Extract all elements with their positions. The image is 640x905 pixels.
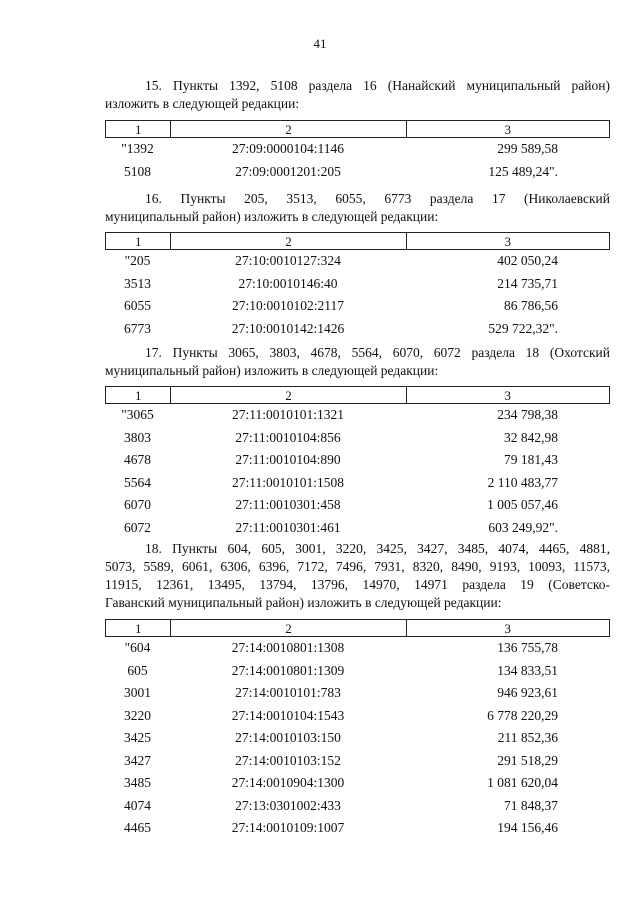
table-row <box>105 817 610 840</box>
column-header: 3 <box>406 121 609 137</box>
value-cell: 71 848,37 <box>504 797 558 813</box>
table-row <box>105 250 610 273</box>
value-cell: 946 923,61 <box>497 685 558 700</box>
table-row <box>105 427 610 450</box>
column-header: 1 <box>134 621 142 636</box>
item-number-cell: "1392 <box>121 141 154 156</box>
table-row <box>105 472 610 495</box>
paragraph-line: Гаванский муниципальный район) изложить в следующей редакции: <box>105 595 502 610</box>
value-cell: 79 181,43 <box>504 452 558 467</box>
item-number-cell: 5564 <box>124 474 151 490</box>
value-cell: 299 589,58 <box>497 141 558 156</box>
value-cell: 134 833,51 <box>497 662 558 678</box>
item-number-cell: 605 <box>127 662 148 678</box>
paragraph-line: 17. Пункты 3065, 3803, 4678, 5564, 6070, 6072 раздела 18 (Охотский <box>145 345 610 360</box>
table-row <box>105 404 610 427</box>
item-number-cell: 3001 <box>124 685 151 700</box>
value-cell: 291 518,29 <box>497 752 558 768</box>
cadastral-number-cell: 27:09:0001201:205 <box>235 163 341 179</box>
item-number-cell: 3427 <box>124 752 151 768</box>
value-cell: 125 489,24". <box>488 163 558 179</box>
table-header <box>105 120 610 138</box>
value-cell: 6 778 220,29 <box>487 707 558 723</box>
table-header <box>105 232 610 250</box>
item-number-cell: 4465 <box>124 820 151 835</box>
paragraph-line: 18. Пункты 604, 605, 3001, 3220, 3425, 3427, 3485, 4074, 4465, 4881, <box>145 541 610 556</box>
cadastral-number-cell: 27:14:0010109:1007 <box>231 820 345 835</box>
value-cell: 1 005 057,46 <box>487 497 558 512</box>
cadastral-number-cell: 27:11:0010301:458 <box>235 497 341 512</box>
item-number-cell: "3065 <box>121 407 154 422</box>
item-number-cell: "604 <box>124 640 151 655</box>
data-table <box>105 619 610 840</box>
cadastral-number-cell: 27:14:0010801:1308 <box>231 640 345 655</box>
cadastral-number-cell: 27:14:0010101:783 <box>235 685 341 700</box>
cadastral-number-cell: 27:14:0010103:150 <box>235 730 341 745</box>
cadastral-number-cell: 27:10:0010127:324 <box>235 253 341 268</box>
cadastral-number-cell: 27:10:0010102:2117 <box>231 298 344 313</box>
paragraph-line: 5073, 5589, 6061, 6306, 6396, 7172, 7496, 7931, 8320, 8490, 9193, 10093, 11573, <box>105 559 610 574</box>
cadastral-number-cell: 27:14:0010104:1543 <box>231 707 345 723</box>
item-number-cell: 6055 <box>124 298 151 313</box>
section-paragraph <box>105 190 610 226</box>
cadastral-number-cell: 27:10:0010142:1426 <box>231 320 345 336</box>
data-table <box>105 120 610 183</box>
cadastral-number-cell: 27:11:0010104:856 <box>235 429 341 445</box>
section-paragraph <box>105 540 610 612</box>
section-paragraph <box>105 344 610 380</box>
table-header <box>105 619 610 637</box>
paragraph-line: 15. Пункты 1392, 5108 раздела 16 (Нанайский муниципальный район) <box>145 78 610 93</box>
table-row <box>105 660 610 683</box>
table-row <box>105 517 610 540</box>
table-row <box>105 772 610 795</box>
column-header: 1 <box>134 234 142 249</box>
column-header: 3 <box>406 387 609 403</box>
cadastral-number-cell: 27:14:0010801:1309 <box>231 662 345 678</box>
table-row <box>105 161 610 184</box>
table-header <box>105 386 610 404</box>
table-row <box>105 295 610 318</box>
value-cell: 214 735,71 <box>497 275 558 291</box>
value-cell: 529 722,32". <box>488 320 558 336</box>
table-row <box>105 727 610 750</box>
cadastral-number-cell: 27:14:0010103:152 <box>235 752 341 768</box>
item-number-cell: 3485 <box>124 775 151 790</box>
table-row <box>105 682 610 705</box>
section-paragraph <box>105 77 610 113</box>
cadastral-number-cell: 27:13:0301002:433 <box>235 797 341 813</box>
paragraph-line: муниципальный район) изложить в следующей редакции: <box>105 363 439 378</box>
value-cell: 402 050,24 <box>497 253 558 268</box>
table-row <box>105 449 610 472</box>
cadastral-number-cell: 27:09:0000104:1146 <box>231 141 344 156</box>
cadastral-number-cell: 27:11:0010301:461 <box>235 519 341 535</box>
column-header: 3 <box>406 233 609 249</box>
value-cell: 86 786,56 <box>504 298 558 313</box>
item-number-cell: 6070 <box>124 497 151 512</box>
value-cell: 136 755,78 <box>497 640 558 655</box>
paragraph-line: муниципальный район) изложить в следующей редакции: <box>105 209 439 224</box>
data-table <box>105 386 610 539</box>
item-number-cell: 3425 <box>124 730 151 745</box>
value-cell: 603 249,92". <box>488 519 558 535</box>
data-table <box>105 232 610 340</box>
value-cell: 1 081 620,04 <box>487 775 558 790</box>
value-cell: 211 852,36 <box>497 730 558 745</box>
paragraph-line: изложить в следующей редакции: <box>105 96 300 111</box>
item-number-cell: 6072 <box>124 519 151 535</box>
table-row <box>105 750 610 773</box>
table-row <box>105 273 610 296</box>
cadastral-number-cell: 27:11:0010101:1508 <box>231 474 344 490</box>
column-header: 2 <box>170 233 405 249</box>
item-number-cell: 3220 <box>124 707 151 723</box>
table-row <box>105 795 610 818</box>
item-number-cell: 4678 <box>124 452 151 467</box>
item-number-cell: 6773 <box>124 320 151 336</box>
column-header: 3 <box>406 620 609 636</box>
table-row <box>105 138 610 161</box>
column-header: 2 <box>170 620 405 636</box>
item-number-cell: 3803 <box>124 429 151 445</box>
item-number-cell: 3513 <box>124 275 151 291</box>
cadastral-number-cell: 27:11:0010104:890 <box>235 452 341 467</box>
column-header: 1 <box>134 388 142 403</box>
item-number-cell: 4074 <box>124 797 151 813</box>
cadastral-number-cell: 27:11:0010101:1321 <box>231 407 344 422</box>
value-cell: 2 110 483,77 <box>487 474 558 490</box>
paragraph-line: 16. Пункты 205, 3513, 6055, 6773 раздела 17 (Николаевский <box>145 191 610 206</box>
page-number: 41 <box>313 36 327 51</box>
column-header: 2 <box>170 121 405 137</box>
table-row <box>105 318 610 341</box>
item-number-cell: 5108 <box>124 163 151 179</box>
paragraph-line: 11915, 12361, 13495, 13794, 13796, 14970, 14971 раздела 19 (Советско- <box>105 577 610 592</box>
cadastral-number-cell: 27:10:0010146:40 <box>238 275 338 291</box>
column-header: 1 <box>134 122 142 137</box>
cadastral-number-cell: 27:14:0010904:1300 <box>231 775 345 790</box>
column-header: 2 <box>170 387 405 403</box>
value-cell: 234 798,38 <box>497 407 558 422</box>
table-row <box>105 494 610 517</box>
table-row <box>105 637 610 660</box>
value-cell: 194 156,46 <box>497 820 558 835</box>
value-cell: 32 842,98 <box>504 429 558 445</box>
item-number-cell: "205 <box>124 253 151 268</box>
table-row <box>105 705 610 728</box>
